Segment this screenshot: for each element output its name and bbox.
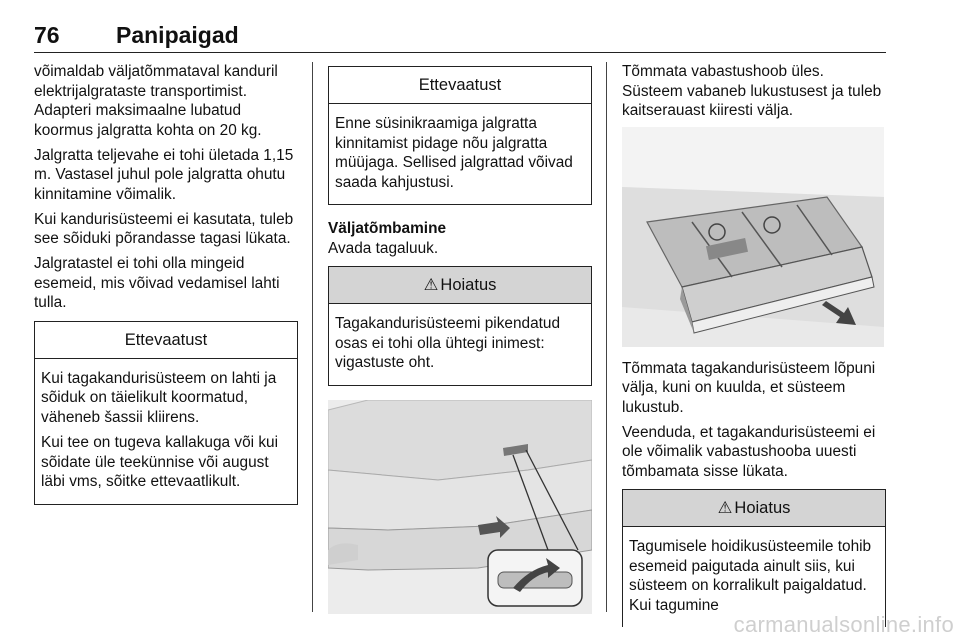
paragraph: Veenduda, et tagakandurisüsteemi ei ole võimalik vabastushooba uuesti tõmbamata sisse lükata. [622,423,876,480]
caution-box [328,66,592,205]
page-number: 76 [34,22,60,48]
warning-title: Hoiatus [440,276,497,294]
column-1 [34,62,298,519]
paragraph: Jalgratastel ei tohi olla mingeid esemeid, mis võivad vedamisel lahti tulla. [34,255,280,311]
paragraph: Jalgratta teljevahe ei tohi ületada 1,15 m. Vastasel juhul pole jalgratta ohutu kinnitamine võimalik. [34,146,294,203]
caution-text: Enne süsinikraamiga jalgratta kinnitamist pidage nõu jalgratta müüjaga. Sellised jalgrattad võivad saada kahjustusi. [335,115,573,191]
warning-triangle-icon: ⚠ [717,499,733,517]
warning-triangle-icon: ⚠ [423,276,439,294]
warning-header [329,267,591,304]
caution-title: Ettevaatust [329,67,591,104]
page-header [34,20,886,53]
tailgate-release-lever-illustration [328,400,592,614]
paragraph: võimaldab väljatõmmataval kanduril elektrijalgrataste transportimist. Adapteri maksimaalne lubatud koormus jalgratta kohta on 20 kg. [34,63,278,139]
warning-text: Tagakandurisüsteemi pikendatud osas ei tohi olla ühtegi inimest: vigastuste oht. [335,315,561,371]
caution-text: Kui tagakandurisüsteem on lahti ja sõiduk on täielikult koormatud, väheneb šassii kliirens. [41,369,277,426]
column-3 [622,62,886,627]
caution-text: Kui tee on tugeva kallakuga või kui sõidate üle teekünnise või august läbi vms, sõitke ettevaatlikult. [41,434,278,490]
subheading: Väljatõmbamine [328,220,447,237]
section-title: Panipaigad [116,22,239,48]
warning-box [622,489,886,627]
caution-box [34,321,298,505]
warning-text: Tagumisele hoidikusüsteemile tohib esemeid paigutada ainult siis, kui süsteem on korralikult paigaldatud. Kui tagumine [629,538,872,614]
column-2 [328,62,592,628]
paragraph: Kui kandurisüsteemi ei kasutata, tuleb see sõiduki põrandasse tagasi lükata. [34,210,294,247]
caution-title: Ettevaatust [35,322,297,359]
column-divider [606,62,607,612]
column-divider [312,62,313,612]
paragraph: Tõmmata tagakandurisüsteem lõpuni välja, kuni on kuulda, et süsteem lukustub. [622,359,876,416]
paragraph: Tõmmata vabastushoob üles. Süsteem vabaneb lukustusest ja tuleb kaitserauast kiiresti välja. [622,63,882,119]
paragraph: Avada tagaluuk. [328,239,439,257]
rear-carrier-extended-illustration [622,127,884,347]
warning-box [328,266,592,386]
watermark: carmanualsonline.info [733,612,954,637]
warning-header [623,490,885,527]
warning-title: Hoiatus [734,499,791,517]
